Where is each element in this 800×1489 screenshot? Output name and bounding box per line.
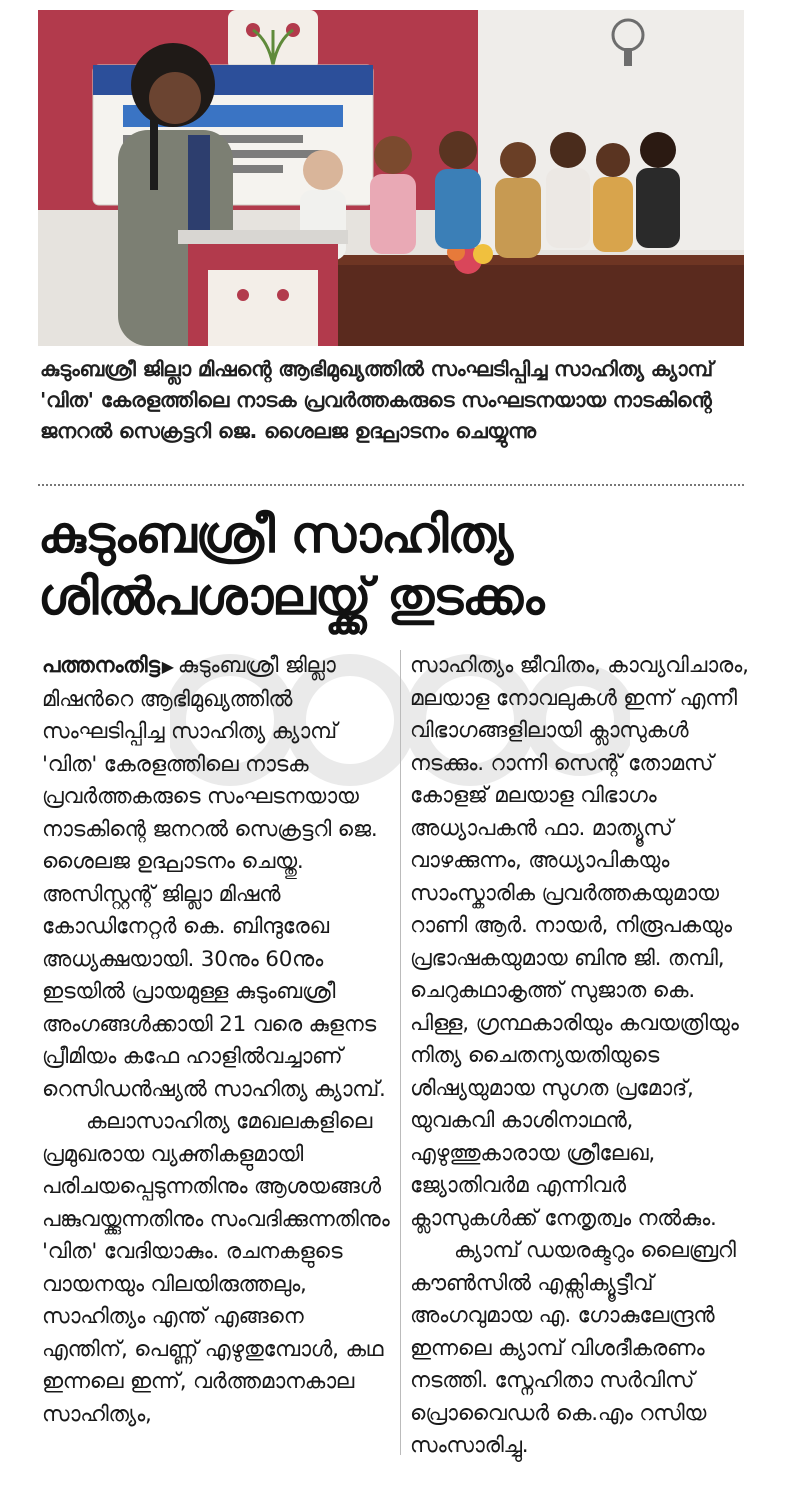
headline-line-2: ശിൽപശാലയ്ക്ക് തുടക്കം [38,568,544,627]
column-rule [400,650,401,1455]
headline-line-1: കുടുംബശ്രീ സാഹിത്യ [38,506,513,565]
paragraph-1-text: കുടുംബശ്രീ ജില്ലാ മിഷൻറെ ആഭിമുഖ്യത്തിൽ സംഘടിപ്പിച്ച സാഹിത്യ ക്യാമ്പ് 'വിത' കേരളത്തിലെ നാടക പ്രവർത്തകരുടെ സംഘടനയായ നാടകിന്റെ ജനറൽ സെക്രട്ടറി ജെ. ശൈലജ ഉദ്ഘാടനം ചെയ്തു. അസിസ്റ്റന്റ് ജില്ലാ മിഷൻ കോഡിനേറ്റർ കെ. ബിന്ദുരേഖ അധ്യക്ഷയായി. 30നും 60നും ഇടയിൽ പ്രായമുള്ള കുടുംബശ്രീ അംഗങ്ങൾക്കായി 21 വരെ കുളനട പ്രീമിയം കഫേ ഹാളിൽവച്ചാണ് റെസിഡൻഷ്യൽ സാഹിത്യ ക്യാമ്പ്. [42,653,386,1102]
article-column-left [42,650,392,1431]
dateline: പത്തനംതിട്ട [42,653,160,678]
article-paragraph-3: സാഹിത്യം ജീവിതം, കാവ്യവിചാരം, മലയാള നോവലുകൾ ഇന്ന് എന്നീ വിഭാഗങ്ങളിലായി ക്ലാസുകൾ നടക്കും. റാന്നി സെന്റ് തോമസ് കോളജ് മലയാള വിഭാഗം അധ്യാപകൻ ഫാ. മാത്യൂസ് വാഴക്കുന്നം, അധ്യാപികയും സാംസ്കാരിക പ്രവർത്തകയുമായ റാണി ആർ. നായർ, നിരൂപകയും പ്രഭാഷകയുമായ ബിനു ജി. തമ്പി, ചെറുകഥാകൃത്ത് സുജാത കെ. പിള്ള, ഗ്രന്ഥകാരിയും കവയത്രിയും നിത്യ ചൈതന്യയതിയുടെ ശിഷ്യയുമായ സുഗത പ്രമോദ്, യുവകവി കാശിനാഥൻ, എഴുത്തുകാരായ ശ്രീലേഖ, ജ്യോതിവർമ എന്നിവർ ക്ലാസുകൾക്ക് നേതൃത്വം നൽകും. [410,653,749,1231]
article-paragraph-1 [42,650,392,1106]
decor-flower-icon [228,10,318,70]
podium [178,230,348,346]
article-headline [38,505,748,629]
dateline-arrow-icon: ▶ [161,657,174,676]
news-photo-illustration [38,10,744,346]
news-photo [38,10,744,346]
article-paragraph-2: കലാസാഹിത്യ മേഖലകളിലെ പ്രമുഖരായ വ്യക്തികളുമായി പരിചയപ്പെടുന്നതിനും ആശയങ്ങൾ പങ്കുവയ്ക്കുന്നതിനും സംവദിക്കുന്നതിനും 'വിത' വേദിയാകും. രചനകളുടെ വായനയും വിലയിരുത്തലും, സാഹിത്യം എന്ത് എങ്ങനെ എന്തിന്, പെണ്ണ് എഴുതുമ്പോൾ, കഥ ഇന്നലെ ഇന്ന്, വർത്തമാനകാല സാഹിത്യം, [42,1109,390,1427]
photo-caption: കുടുംബശ്രീ ജില്ലാ മിഷന്റെ ആഭിമുഖ്യത്തിൽ സംഘടിപ്പിച്ച സാഹിത്യ ക്യാമ്പ് 'വിത' കേരളത്തിലെ നാടക പ്രവർത്തകരുടെ സംഘടനയായ നാടകിന്റെ ജനറൽ സെക്രട്ടറി ജെ. ശൈലജ ഉദ്ഘാടനം ചെയ്യുന്നു [40,357,713,443]
article-paragraph-4: ക്യാമ്പ് ഡയരക്ടറും ലൈബ്രറി കൗൺസിൽ എക്സിക്യൂട്ടീവ് അംഗവുമായ എ. ഗോകുലേന്ദ്രൻ ഇന്നലെ ക്യാമ്പ് വിശദീകരണം നടത്തി. സ്നേഹിതാ സർവിസ് പ്രൊവൈഡർ കെ.എം റസിയ സംസാരിച്ചു. [410,1238,736,1458]
caption-divider [38,484,744,486]
article-column-right [410,650,760,1463]
